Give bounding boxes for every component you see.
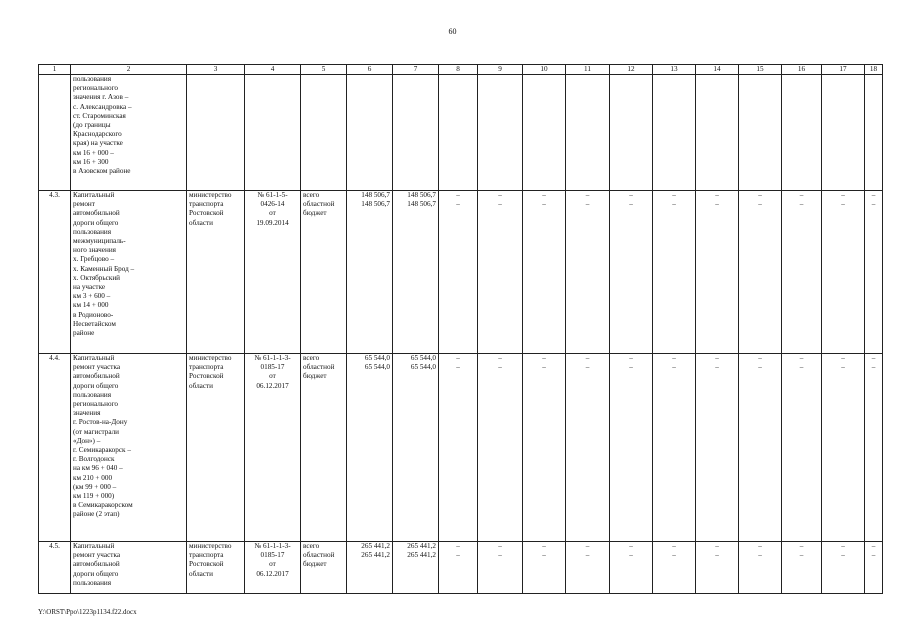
- empty-cell: [245, 75, 301, 191]
- empty-cell: [566, 75, 610, 191]
- empty-cell: [187, 75, 245, 191]
- empty-cell: [696, 75, 739, 191]
- col-header: 12: [610, 65, 653, 75]
- customer: министерство транспорта Ростовской области: [187, 354, 245, 542]
- empty-cell: [439, 75, 478, 191]
- dash: –: [629, 363, 633, 372]
- dash: –: [672, 363, 676, 372]
- funding-source: [301, 354, 347, 542]
- file-path-footer: Y:\ORST\Ppo\1223p1134.f22.docx: [38, 608, 137, 616]
- col-header: 5: [301, 65, 347, 75]
- empty-cell: [739, 75, 782, 191]
- col-header: 8: [439, 65, 478, 75]
- dash: –: [841, 551, 845, 560]
- document-ref: № 61-1-1-3- 0185-17 от 06.12.2017: [245, 354, 301, 542]
- value-col-6: [347, 191, 393, 354]
- table-row: [39, 542, 883, 594]
- dash-cell: [865, 542, 883, 594]
- source-regional: областной бюджет: [303, 363, 335, 381]
- value: 265 441,2: [407, 542, 436, 550]
- dash: –: [498, 551, 502, 560]
- dash: –: [871, 363, 876, 372]
- dash-cell: [478, 354, 523, 542]
- dash-cell: [739, 191, 782, 354]
- dash: –: [498, 363, 502, 372]
- col-header: 13: [653, 65, 696, 75]
- value-col-7: [393, 191, 439, 354]
- dash: –: [629, 191, 633, 199]
- dash: –: [456, 551, 460, 560]
- dash: –: [629, 354, 633, 362]
- dash: –: [871, 551, 876, 560]
- source-total: всего: [303, 191, 320, 199]
- dash: –: [799, 200, 804, 209]
- dash-cell: [739, 542, 782, 594]
- empty-cell: [822, 75, 865, 191]
- value: 148 506,7: [361, 191, 390, 199]
- row-number-cell: [39, 75, 71, 191]
- document-ref: № 61-1-1-3- 0185-17 от 06.12.2017: [245, 542, 301, 594]
- empty-cell: [653, 75, 696, 191]
- dash: –: [758, 354, 762, 362]
- dash-cell: [653, 354, 696, 542]
- dash: –: [672, 191, 676, 199]
- col-header: 4: [245, 65, 301, 75]
- value: 65 544,0: [410, 354, 436, 362]
- table-row: [39, 354, 883, 542]
- dash: –: [498, 542, 502, 550]
- dash: –: [841, 363, 845, 372]
- dash-cell: [865, 354, 883, 542]
- empty-cell: [393, 75, 439, 191]
- dash: –: [799, 191, 804, 199]
- dash: –: [585, 200, 590, 209]
- dash: –: [542, 354, 546, 362]
- document-ref: № 61-1-5- 0426-14 от 19.09.2014: [245, 191, 301, 354]
- dash: –: [758, 200, 762, 209]
- dash: –: [715, 354, 719, 362]
- col-header: 3: [187, 65, 245, 75]
- dash: –: [715, 191, 719, 199]
- dash: –: [799, 542, 804, 550]
- object-name-cell: пользования регионального значения г. Азов – с. Александровка – ст. Староминская (до границы Краснодарского края) на участке км 16 + 000 – км 16 + 300 в Азовском районе: [71, 75, 187, 191]
- dash: –: [715, 551, 719, 560]
- col-header: 6: [347, 65, 393, 75]
- dash-cell: [439, 191, 478, 354]
- row-number: 4.4.: [39, 354, 71, 542]
- dash: –: [629, 200, 633, 209]
- value: 265 441,2: [361, 542, 390, 550]
- col-header: 11: [566, 65, 610, 75]
- funding-source: [301, 191, 347, 354]
- dash: –: [758, 191, 762, 199]
- dash: –: [841, 542, 845, 550]
- dash-cell: [822, 354, 865, 542]
- dash: –: [585, 551, 590, 560]
- dash: –: [629, 551, 633, 560]
- dash-cell: [782, 191, 822, 354]
- value: 265 441,2: [361, 551, 390, 560]
- dash-cell: [653, 191, 696, 354]
- dash: –: [498, 200, 502, 209]
- table-row: [39, 191, 883, 354]
- value: 265 441,2: [407, 551, 436, 560]
- source-regional: областной бюджет: [303, 200, 335, 218]
- empty-cell: [865, 75, 883, 191]
- dash: –: [456, 200, 460, 209]
- dash-cell: [439, 542, 478, 594]
- dash: –: [871, 542, 876, 550]
- source-regional: областной бюджет: [303, 551, 335, 569]
- value: 148 506,7: [407, 191, 436, 199]
- dash: –: [871, 354, 876, 362]
- dash-cell: [822, 542, 865, 594]
- dash: –: [672, 354, 676, 362]
- dash-cell: [439, 354, 478, 542]
- dash-cell: [566, 354, 610, 542]
- empty-cell: [782, 75, 822, 191]
- dash: –: [715, 200, 719, 209]
- budget-table: [38, 64, 883, 594]
- dash: –: [585, 363, 590, 372]
- empty-cell: [301, 75, 347, 191]
- dash-cell: [782, 354, 822, 542]
- dash-cell: [610, 354, 653, 542]
- dash-cell: [696, 191, 739, 354]
- col-header: 10: [523, 65, 566, 75]
- dash: –: [542, 551, 546, 560]
- col-header: 1: [39, 65, 71, 75]
- column-number-row: [39, 65, 883, 75]
- page-number: 60: [448, 27, 457, 36]
- col-header: 14: [696, 65, 739, 75]
- row-number: 4.5.: [39, 542, 71, 594]
- dash: –: [498, 354, 502, 362]
- dash: –: [715, 363, 719, 372]
- dash-cell: [696, 542, 739, 594]
- object-name: Капитальный ремонт автомобильной дороги общего пользования межмуниципаль- ного значения х. Гребцово – х. Каменный Брод – х. Октябрьский на участке км 3 + 600 – км 14 + 000 в Родионово- Несветайском районе: [71, 191, 187, 354]
- dash: –: [758, 551, 762, 560]
- dash: –: [758, 542, 762, 550]
- value: 65 544,0: [364, 354, 390, 362]
- col-header: 7: [393, 65, 439, 75]
- dash: –: [456, 542, 460, 550]
- dash-cell: [739, 354, 782, 542]
- dash-cell: [610, 191, 653, 354]
- dash-cell: [822, 191, 865, 354]
- dash-cell: [696, 354, 739, 542]
- empty-cell: [478, 75, 523, 191]
- dash: –: [799, 354, 804, 362]
- dash: –: [456, 191, 460, 199]
- dash: –: [456, 363, 460, 372]
- dash: –: [841, 354, 845, 362]
- value-col-6: [347, 542, 393, 594]
- value: 148 506,7: [361, 200, 390, 209]
- funding-source: [301, 542, 347, 594]
- value-col-7: [393, 354, 439, 542]
- row-number: 4.3.: [39, 191, 71, 354]
- dash-cell: [566, 542, 610, 594]
- dash-cell: [865, 191, 883, 354]
- dash-cell: [523, 542, 566, 594]
- col-header: 9: [478, 65, 523, 75]
- source-total: всего: [303, 542, 320, 550]
- object-name: Капитальный ремонт участка автомобильной дороги общего пользования: [71, 542, 187, 594]
- value-col-6: [347, 354, 393, 542]
- dash: –: [672, 200, 676, 209]
- dash: –: [715, 542, 719, 550]
- dash-cell: [523, 191, 566, 354]
- dash: –: [542, 191, 546, 199]
- col-header: 2: [71, 65, 187, 75]
- value: 148 506,7: [407, 200, 436, 209]
- dash-cell: [610, 542, 653, 594]
- dash: –: [542, 200, 546, 209]
- col-header: 15: [739, 65, 782, 75]
- col-header: 17: [822, 65, 865, 75]
- customer: министерство транспорта Ростовской области: [187, 542, 245, 594]
- dash: –: [672, 551, 676, 560]
- value: 65 544,0: [410, 363, 436, 372]
- dash-cell: [653, 542, 696, 594]
- object-name: Капитальный ремонт участка автомобильной дороги общего пользования регионального значения г. Ростов-на-Дону (от магистрали «Дон») – г. Семикаракорск – г. Волгодонск на км 96 + 040 – км 210 + 000 (км 99 + 000 – км 119 + 000) в Семикаракорском районе (2 этап): [71, 354, 187, 542]
- dash-cell: [782, 542, 822, 594]
- value: 65 544,0: [364, 363, 390, 372]
- dash: –: [871, 191, 876, 199]
- customer: министерство транспорта Ростовской области: [187, 191, 245, 354]
- dash-cell: [523, 354, 566, 542]
- dash: –: [841, 191, 845, 199]
- empty-cell: [347, 75, 393, 191]
- dash: –: [841, 200, 845, 209]
- dash-cell: [478, 542, 523, 594]
- value-col-7: [393, 542, 439, 594]
- dash: –: [585, 191, 590, 199]
- dash: –: [542, 363, 546, 372]
- dash: –: [629, 542, 633, 550]
- dash: –: [542, 542, 546, 550]
- dash: –: [672, 542, 676, 550]
- dash: –: [871, 200, 876, 209]
- dash: –: [585, 354, 590, 362]
- col-header: 16: [782, 65, 822, 75]
- dash: –: [799, 551, 804, 560]
- empty-cell: [610, 75, 653, 191]
- dash: –: [799, 363, 804, 372]
- dash: –: [585, 542, 590, 550]
- dash: –: [498, 191, 502, 199]
- dash: –: [758, 363, 762, 372]
- continuation-row: [39, 75, 883, 191]
- dash-cell: [566, 191, 610, 354]
- source-total: всего: [303, 354, 320, 362]
- empty-cell: [523, 75, 566, 191]
- dash-cell: [478, 191, 523, 354]
- col-header: 18: [865, 65, 883, 75]
- dash: –: [456, 354, 460, 362]
